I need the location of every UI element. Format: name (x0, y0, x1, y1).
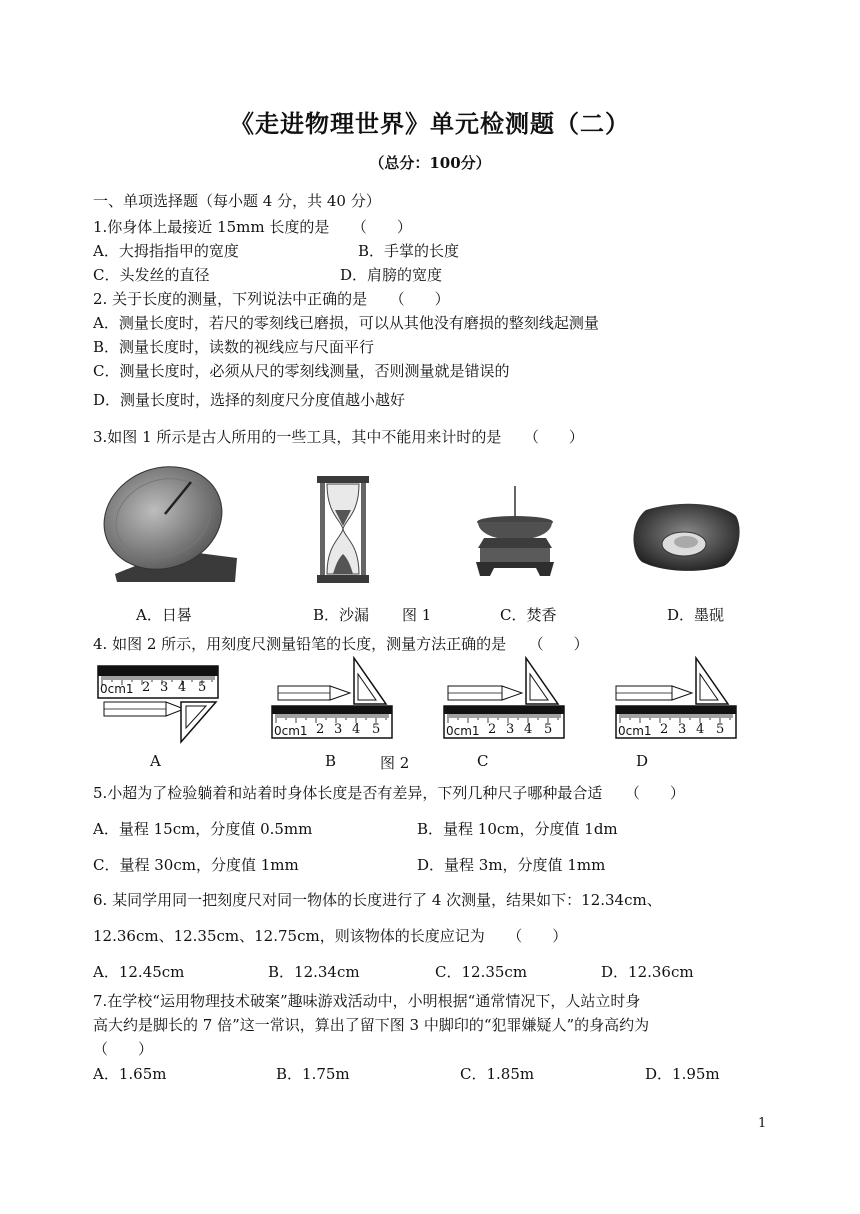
q1-stem: 1.你身体上最接近 15mm 长度的是 （ ） (93, 218, 412, 236)
ruler-figure-b (270, 656, 394, 742)
sundial-image (95, 462, 245, 584)
ruler-c-zero-label: 0cm1 (446, 724, 480, 738)
q5-option-c: C．量程 30cm，分度值 1mm (93, 856, 299, 874)
q7-option-d: D．1.95m (645, 1065, 720, 1083)
q5-stem: 5.小超为了检验躺着和站着时身体长度是否有差异，下列几种尺子哪种最合适 （ ） (93, 784, 685, 802)
ruler-c-tick-5: 5 (544, 722, 553, 737)
figure1-caption: 图 1 (402, 606, 432, 624)
q5-option-b: B．量程 10cm，分度值 1dm (417, 820, 618, 838)
ruler-c-tick-2: 2 (488, 722, 497, 737)
hourglass-image (313, 474, 373, 586)
q6-option-a: A．12.45cm (93, 963, 185, 981)
q2-option-b: B．测量长度时，读数的视线应与尺面平行 (93, 338, 375, 356)
q7-stem-line2: 高大约是脚长的 7 倍”这一常识，算出了留下图 3 中脚印的“犯罪嫌疑人”的身高约为 (93, 1016, 650, 1034)
q7-option-a: A．1.65m (93, 1065, 167, 1083)
q2-option-d: D．测量长度时，选择的刻度尺分度值越小越好 (93, 391, 406, 409)
ruler-figure-a (96, 664, 220, 744)
ruler-b-tick-5: 5 (372, 722, 381, 737)
ruler-figure-c (442, 656, 566, 742)
q3-option-a: A．日晷 (136, 606, 192, 624)
ruler-a-tick-4: 4 (178, 680, 187, 695)
q7-option-b: B．1.75m (276, 1065, 350, 1083)
incense-burner-image (470, 484, 560, 580)
q6-option-b: B．12.34cm (268, 963, 360, 981)
page-title: 《走进物理世界》单元检测题（二） (230, 110, 630, 138)
q6-stem-line1: 6. 某同学用同一把刻度尺对同一物体的长度进行了 4 次测量，结果如下：12.34cm、 (93, 891, 662, 909)
ruler-d-tick-3: 3 (678, 722, 687, 737)
q4-stem: 4. 如图 2 所示，用刻度尺测量铅笔的长度，测量方法正确的是 （ ） (93, 635, 589, 653)
q1-option-b: B．手掌的长度 (358, 242, 460, 260)
ruler-a-tick-3: 3 (160, 680, 169, 695)
section-heading: 一、单项选择题（每小题 4 分，共 40 分） (93, 192, 381, 210)
ruler-d-zero-label: 0cm1 (618, 724, 652, 738)
q5-option-d: D．量程 3m，分度值 1mm (417, 856, 606, 874)
q2-option-a: A．测量长度时，若尺的零刻线已磨损，可以从其他没有磨损的整刻线起测量 (93, 314, 599, 332)
ruler-figure-d (614, 656, 738, 742)
q6-stem-line2: 12.36cm、12.35cm、12.75cm，则该物体的长度应记为 （ ） (93, 927, 568, 945)
q4-label-b: B (325, 752, 337, 770)
ruler-b-zero-label: 0cm1 (274, 724, 308, 738)
ruler-b-tick-4: 4 (352, 722, 361, 737)
q7-stem-line1: 7.在学校“运用物理技术破案”趣味游戏活动中，小明根据“通常情况下，人站立时身 (93, 992, 641, 1010)
q2-stem: 2. 关于长度的测量，下列说法中正确的是 （ ） (93, 290, 450, 308)
q1-option-d: D．肩膀的宽度 (340, 266, 443, 284)
q1-option-c: C．头发丝的直径 (93, 266, 210, 284)
ruler-c-tick-3: 3 (506, 722, 515, 737)
q4-label-c: C (477, 752, 489, 770)
figure2-caption: 图 2 (380, 754, 410, 772)
q3-option-d: D．墨砚 (667, 606, 725, 624)
q6-option-d: D．12.36cm (601, 963, 694, 981)
ruler-a-zero-label: 0cm1 (100, 682, 134, 696)
q3-option-b: B．沙漏 (313, 606, 370, 624)
q4-label-a: A (150, 752, 161, 770)
q2-option-c: C．测量长度时，必须从尺的零刻线测量，否则测量就是错误的 (93, 362, 510, 380)
q5-option-a: A．量程 15cm，分度值 0.5mm (93, 820, 313, 838)
ruler-b-tick-3: 3 (334, 722, 343, 737)
q7-stem-line3: （ ） (93, 1040, 154, 1058)
ruler-d-tick-2: 2 (660, 722, 669, 737)
page-subtitle: （总分：100分） (369, 154, 491, 172)
ruler-d-tick-5: 5 (716, 722, 725, 737)
q3-stem: 3.如图 1 所示是古人所用的一些工具，其中不能用来计时的是 （ ） (93, 428, 584, 446)
ruler-d-tick-4: 4 (696, 722, 705, 737)
q7-option-c: C．1.85m (460, 1065, 535, 1083)
q3-option-c: C．焚香 (500, 606, 557, 624)
ruler-a-tick-2: 2 (142, 680, 151, 695)
ruler-a-tick-5: 5 (198, 680, 207, 695)
ruler-a-graphic (96, 664, 220, 744)
q4-label-d: D (636, 752, 649, 770)
q1-option-a: A．大拇指指甲的宽度 (93, 242, 239, 260)
ruler-c-tick-4: 4 (524, 722, 533, 737)
ruler-b-tick-2: 2 (316, 722, 325, 737)
inkstone-image (628, 500, 743, 574)
page-number: 1 (758, 1116, 767, 1131)
q6-option-c: C．12.35cm (435, 963, 528, 981)
